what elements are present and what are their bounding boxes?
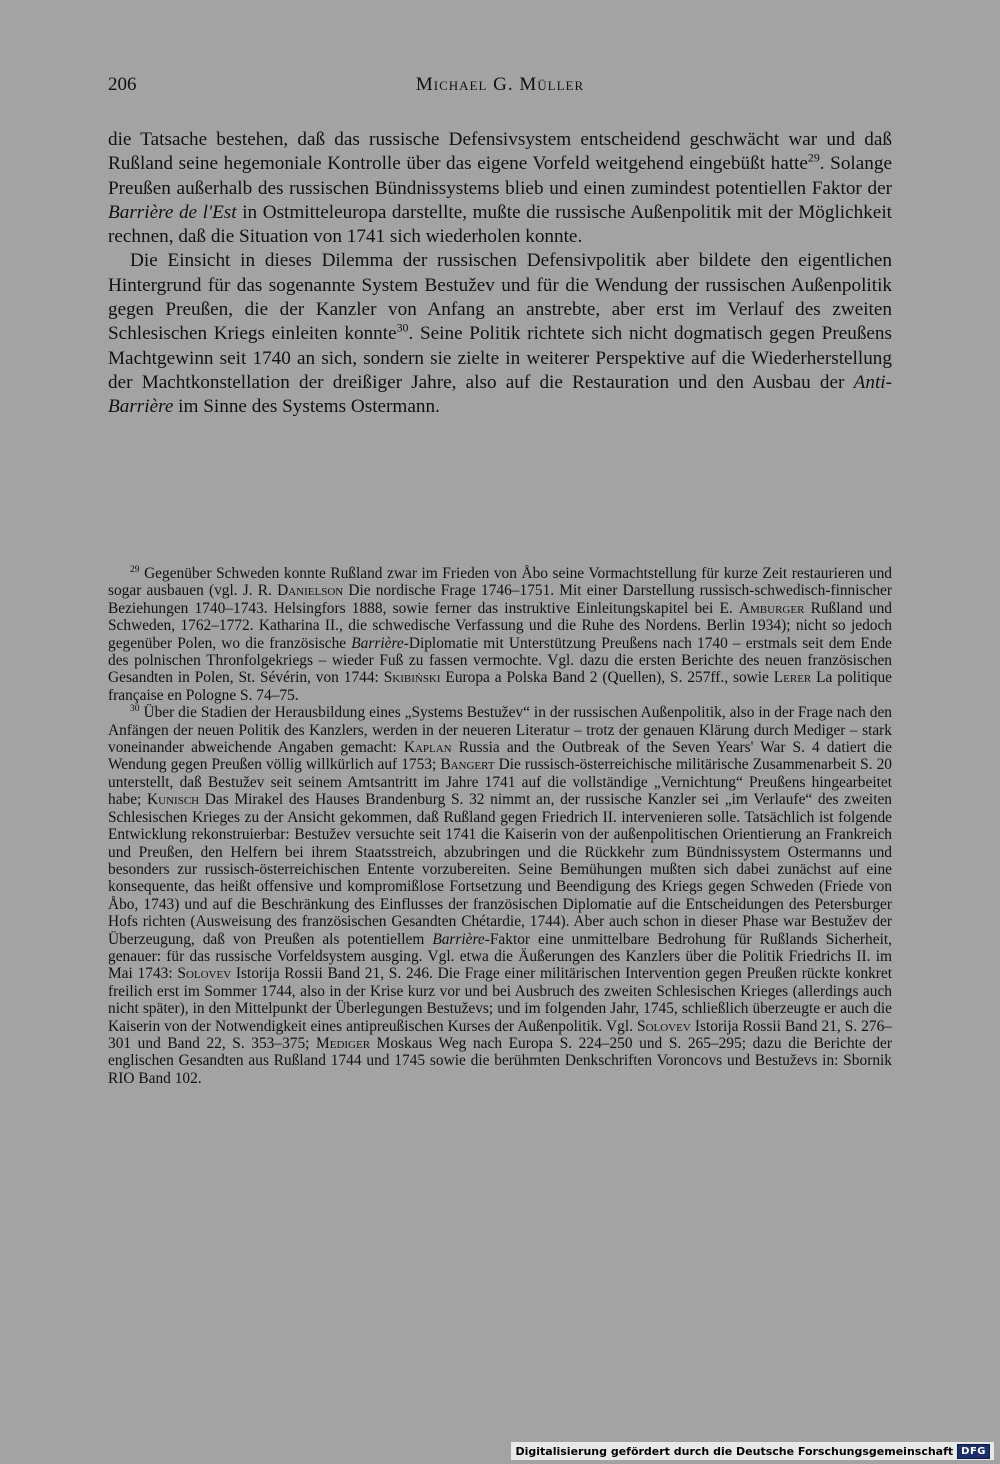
footnote-30-text: Istorija Rossii Band 21, S. 246. Die Frage einer militärischen Intervention gegen Preußen rückte konkret freilich erst im Sommer 1744, also in der Krise kurz vor und bei Ausbruch des zweiten Schlesischen Krieges (allerdings auch nicht später), in den Mittelpunkt der Überlegungen Bestuževs; und im folgenden Jahr, 1745, schließlich überzeugte er auch die Kaiserin von der Notwendigkeit eines antipreußischen Kurses der Außenpolitik. Vgl. (108, 965, 893, 1035)
footnote-29-text: Die nordische Frage 1746–1751. Mit einer Darstellung russisch-schwedisch-finnischer Beziehungen 1740–1743. Helsingfors 1888, sowie ferner das instruktive Einleitungskapitel bei E. (108, 582, 892, 617)
paragraph-2 (108, 249, 892, 419)
footnote-30-emphasis: Barrière (432, 930, 485, 948)
author-name: Solovev (177, 965, 232, 983)
paragraph-1 (108, 128, 892, 249)
footnote-29-text: -Diplomatie mit Unterstützung Preußens nach 1740 – erstmals seit dem Ende des polnischen Thronfolgekriegs – wieder Fuß zu fassen vermochte. Vgl. dazu die ersten Berichte des neuen französischen Gesandten in Polen, St. Sévérin, von 1744: (108, 634, 892, 687)
paragraph-1-text-c: in Ostmitteleuropa darstellte, mußte die russische Außenpolitik mit der Möglichkeit rechnen, daß die Situation von 1741 sich wiederholen konnte. (108, 201, 892, 248)
author-name: Kaplan (403, 739, 452, 757)
digitization-credit (511, 1442, 994, 1460)
author-name: Danielson (277, 582, 344, 600)
credit-text: Digitalisierung gefördert durch die Deutsche Forschungsgemeinschaft (515, 1444, 954, 1458)
author-name: Bangert (440, 756, 495, 774)
footnotes (108, 565, 892, 1087)
footnote-29-text: Rußland und Schweden, 1762–1772. Katharina II., die schwedische Verfassung und die Ruhe des Nordens. Berlin 1934); nicht so jedoch gegenüber Polen, wo die französische (108, 599, 893, 652)
author-name: Kunisch (147, 791, 200, 809)
footnote-29-text: Europa a Polska Band 2 (Quellen), S. 257ff., sowie (440, 669, 774, 687)
page-number: 206 (108, 74, 137, 95)
paragraph-1-text-b: . Solange Preußen außerhalb des russischen Bündnissystems blieb und einen zumindest potentiellen Faktor der (108, 153, 892, 199)
paragraph-1-text-a: die Tatsache bestehen, daß das russische Defensivsystem entscheidend geschwächt war und daß Rußland seine hegemoniale Kontrolle über das eigene Vorfeld weitgehend eingebüßt hatte (108, 129, 892, 175)
footnote-29-text: Gegenüber Schweden konnte Rußland zwar im Frieden von Åbo seine Vormachtstellung für kurze Zeit restaurieren und sogar ausbauen (vgl. J. R. (108, 565, 892, 600)
footnote-30-text: -Faktor eine unmittelbare Bedrohung für Rußlands Sicherheit, genauer: für das russische Vorfeldsystem ausging. Vgl. etwa die Äußerungen des Kanzlers über die Politik Friedrichs II. im Mai 1743: (108, 930, 892, 983)
author-name: Amburger (738, 599, 805, 617)
footnote-30-text: Das Mirakel des Hauses Brandenburg S. 32 nimmt an, der russische Kanzler sei „im Verlaufe“ des zweiten Schlesischen Krieges zu der Ansicht gekommen, daß Rußland gegen Friedrich II. intervenieren solle. Tatsächlich ist folgende Entwicklung rekonstruierbar: Bestužev versuchte seit 1741 die Kaiserin von der außenpolitischen Orientierung an Frankreich und Preußen, den Helfern bei ihrem Staatsstreich, abzubringen und die Rückkehr zum Bündnissystem Ostermanns und besonders zur russisch-österreichischen Entente vorzubereiten. Seine Bemühungen mußten sich dabei zunächst auf eine konsequente, das heißt offensive und kompromißlose Fortsetzung und Beendigung des Kriegs gegen Schweden (Friede von Åbo, 1743) und auf die Beschränkung des Einflusses der französischen Diplomatie auf die Entscheidungen des Petersburger Hofs richten (Ausweisung des französischen Gesandten Chétardie, 1744). Aber auch schon in dieser Phase war Bestužev der Überzeugung, daß von Preußen als potentiellem (108, 791, 892, 948)
paragraph-2-emphasis: Anti-Barrière (108, 371, 892, 418)
author-name: Solovev (637, 1017, 691, 1035)
author-name: Skibiński (383, 669, 441, 687)
paragraph-2-text-c: im Sinne des Systems Ostermann. (173, 396, 440, 418)
footnote-29-text: La politique française en Pologne S. 74–75. (108, 669, 892, 704)
footnote-30 (108, 704, 892, 1087)
page-header (108, 74, 892, 104)
footnote-ref-29: 29 (807, 150, 820, 165)
footnote-30-text: Die russisch-österreichische militärische Zusammenarbeit S. 20 unterstellt, daß Bestužev seit seinem Amtsantritt im Jahre 1741 auf die vollständige „Vernichtung“ Preußens hingearbeitet habe; (108, 756, 892, 809)
footnote-ref-30: 30 (396, 321, 409, 335)
footnote-30-text: Über die Stadien der Herausbildung eines „Systems Bestužev“ in der russischen Außenpolitik, also in der Frage nach den Anfängen der neuen Politik des Kanzlers, werden in der neueren Literatur – trotz der genauen Klärung durch Mediger – stark voneinander abweichende Angaben gemacht: (108, 704, 892, 757)
footnote-30-text: Istorija Rossii Band 21, S. 276–301 und Band 22, S. 353–375; (108, 1017, 892, 1052)
main-text (108, 128, 892, 420)
running-head: Michael G. Müller (415, 74, 585, 95)
footnote-29-number: 29 (130, 564, 140, 576)
footnote-29-emphasis: Barrière (351, 634, 404, 652)
footnote-29 (108, 565, 892, 704)
footnote-30-text: Russia and the Outbreak of the Seven Years' War S. 4 datiert die Wendung gegen Preußen völlig willkürlich auf 1753; (108, 739, 893, 774)
footnote-30-number: 30 (130, 703, 140, 715)
paragraph-2-text-b: . Seine Politik richtete sich nicht dogmatisch gegen Preußens Machtgewinn seit 1740 an sich, sondern sie zielte in weiterer Perspektive auf die Wiederherstellung der Machtkonstellation der dreißiger Jahre, also auf die Restauration und den Ausbau der (108, 323, 892, 393)
paragraph-1-emphasis: Barrière de l'Est (108, 201, 237, 223)
paragraph-2-text-a: Die Einsicht in dieses Dilemma der russischen Defensivpolitik aber bildete den eigentlichen Hintergrund für das sogenannte System Bestužev und für die Wendung der russischen Außenpolitik gegen Preußen, die der Kanzler von Anfang an anstrebte, aber erst im Verlauf des zweiten Schlesischen Kriegs einleiten konnte (108, 250, 892, 345)
author-name: Mediger (316, 1034, 371, 1052)
author-name: Lerer (773, 669, 812, 687)
footnote-30-text: Moskaus Weg nach Europa S. 224–250 und S. 265–295; dazu die Berichte der englischen Gesandten aus Rußland 1744 und 1745 sowie die berühmten Denkschriften Voroncovs und Bestuževs in: Sbornik RIO Band 102. (108, 1034, 892, 1087)
dfg-logo: DFG (957, 1444, 990, 1459)
